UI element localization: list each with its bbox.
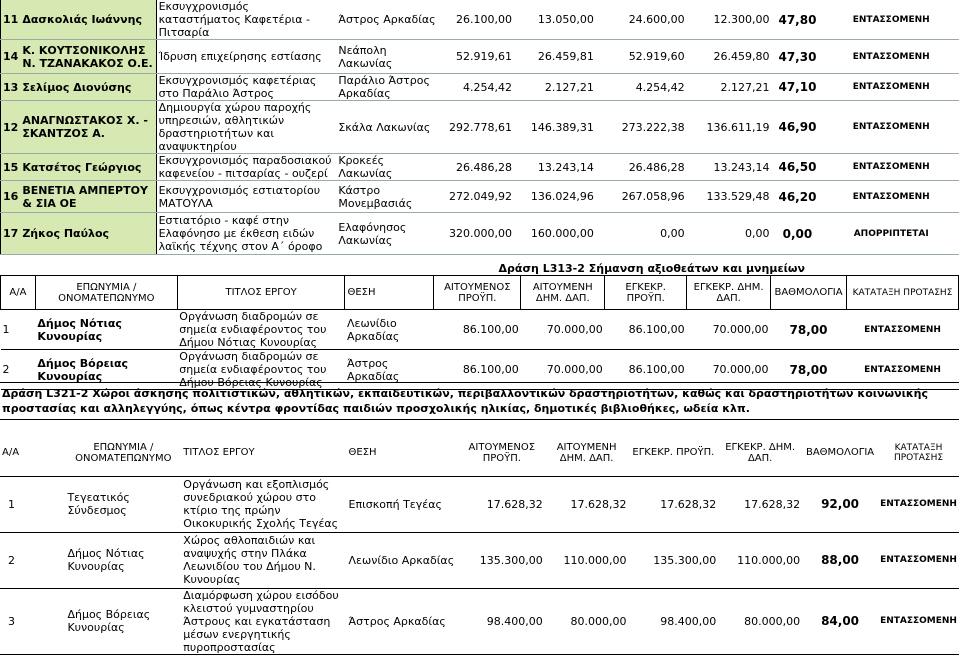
header-approved-budget: ΕΓΚΕΚΡ. ΠΡΟΫΠ. (605, 276, 687, 310)
approved-public-expenditure: 136.611,19 (687, 101, 772, 154)
applicant-name: Σελίμος Διονύσης (20, 74, 156, 101)
row-number: 1 (1, 310, 36, 350)
header-requested-budget: ΑΙΤΟΥΜΕΝΟΣ ΠΡΟΫΠ. (459, 430, 545, 476)
project-title: Εκσυγχρονισμός καταστήματος Καφετέρια - Πιτσαρία (156, 0, 336, 40)
approved-public-expenditure: 80.000,00 (718, 588, 802, 654)
header-name: ΕΠΩΝΥΜΙΑ / ΟΝΟΜΑΤΕΠΩΝΥΜΟ (35, 276, 177, 310)
header-requested-public-expenditure: ΑΙΤΟΥΜΕΝΗ ΔΗΜ. ΔΑΠ. (521, 276, 605, 310)
header-requested-budget: ΑΙΤΟΥΜΕΝΟΣ ΠΡΟΫΠ. (434, 276, 521, 310)
header-aa: Α/Α (1, 276, 36, 310)
row-number: 17 (1, 213, 21, 255)
approved-public-expenditure: 13.243,14 (687, 154, 772, 181)
approved-budget: 86.100,00 (605, 350, 687, 390)
approved-budget: 52.919,60 (596, 40, 687, 74)
result-badge: ΕΝΤΑΣΣΟΜΕΝΗ (878, 532, 959, 588)
location: Λεωνίδιο Αρκαδίας (345, 310, 434, 350)
location: Κροκεές Λακωνίας (336, 154, 441, 181)
applicant-name: Δήμος Νότιας Κυνουρίας (65, 532, 181, 588)
project-title: Εκσυγχρονισμός παραδοσιακού καφενείου - πιτσαρίας - ουζερί (156, 154, 336, 181)
requested-public-expenditure: 80.000,00 (545, 588, 629, 654)
table-row (1, 213, 959, 255)
approved-budget: 86.100,00 (605, 310, 687, 350)
header-requested-public-expenditure: ΑΙΤΟΥΜΕΝΗ ΔΗΜ. ΔΑΠ. (545, 430, 629, 476)
location: Λεωνίδιο Αρκαδίας (347, 532, 459, 588)
score: 46,20 (772, 181, 824, 213)
table-l312 (0, 0, 959, 255)
table-row (1, 154, 959, 181)
row-number: 11 (1, 0, 21, 40)
applicant-name: Κατσέτος Γεώργιος (20, 154, 156, 181)
approved-budget: 24.600,00 (596, 0, 687, 40)
row-number: 2 (0, 532, 65, 588)
row-number: 2 (1, 350, 36, 390)
requested-public-expenditure: 26.459,81 (514, 40, 596, 74)
applicant-name: Δήμος Βόρειας Κυνουρίας (35, 350, 177, 390)
project-title: Εστιατόριο - καφέ στην Ελαφόνησο με έκθεση ειδών λαϊκής τέχνης στον Α΄ όροφο (156, 213, 336, 255)
requested-public-expenditure: 110.000,00 (545, 532, 629, 588)
header-project: ΤΙΤΛΟΣ ΕΡΓΟΥ (181, 430, 346, 476)
approved-public-expenditure: 70.000,00 (687, 350, 771, 390)
result-badge: ΕΝΤΑΣΣΟΜΕΝΗ (823, 40, 959, 74)
project-title: Οργάνωση διαδρομών σε σημεία ενδιαφέροντος του Δήμου Νότιας Κυνουρίας (177, 310, 345, 350)
row-number: 16 (1, 181, 21, 213)
approved-budget: 98.400,00 (629, 588, 719, 654)
row-number: 13 (1, 74, 21, 101)
result-badge: ΕΝΤΑΣΣΟΜΕΝΗ (823, 74, 959, 101)
approved-budget: 135.300,00 (629, 532, 719, 588)
score: 47,10 (772, 74, 824, 101)
requested-budget: 52.919,61 (441, 40, 514, 74)
applicant-name: ΑΝΑΓΝΩΣΤΑΚΟΣ Χ. - ΣΚΑΝΤΖΟΣ Α. (20, 101, 156, 154)
requested-public-expenditure: 2.127,21 (514, 74, 596, 101)
requested-public-expenditure: 146.389,31 (514, 101, 596, 154)
applicant-name: Τεγεατικός Σύνδεσμος (65, 476, 181, 532)
header-ranking: ΚΑΤΑΤΑΞΗ ΠΡΟΤΑΣΗΣ (878, 430, 959, 476)
row-number: 1 (0, 476, 65, 532)
table-l313-2 (0, 262, 959, 390)
requested-public-expenditure: 70.000,00 (521, 350, 605, 390)
requested-budget: 292.778,61 (441, 101, 514, 154)
requested-public-expenditure: 160.000,00 (514, 213, 596, 255)
table-row (0, 588, 959, 654)
table-row (1, 0, 959, 40)
score: 78,00 (771, 350, 847, 390)
approved-public-expenditure: 110.000,00 (718, 532, 802, 588)
location: Κάστρο Μονεμβασιάς (336, 181, 441, 213)
table-row (0, 532, 959, 588)
applicant-name: Ζήκος Παύλος (20, 213, 156, 255)
location: Επισκοπή Τεγέας (347, 476, 459, 532)
result-badge: ΕΝΤΑΣΣΟΜΕΝΗ (847, 310, 959, 350)
project-title: Εκσυγχρονισμός καφετέριας στο Παράλιο Άστρος (156, 74, 336, 101)
approved-public-expenditure: 133.529,48 (687, 181, 772, 213)
result-badge: ΕΝΤΑΣΣΟΜΕΝΗ (847, 350, 959, 390)
location: Νεάπολη Λακωνίας (336, 40, 441, 74)
score: 47,80 (772, 0, 824, 40)
score: 0,00 (772, 213, 824, 255)
header-score: ΒΑΘΜΟΛΟΓΙΑ (771, 276, 847, 310)
location: Άστρος Αρκαδίας (345, 350, 434, 390)
header-ranking: ΚΑΤΑΤΑΞΗ ΠΡΟΤΑΣΗΣ (847, 276, 959, 310)
score: 78,00 (771, 310, 847, 350)
result-badge: ΕΝΤΑΣΣΟΜΕΝΗ (823, 154, 959, 181)
location: Άστρος Αρκαδίας (336, 0, 441, 40)
approved-public-expenditure: 70.000,00 (687, 310, 771, 350)
approved-budget: 26.486,28 (596, 154, 687, 181)
location: Παράλιο Άστρος Αρκαδίας (336, 74, 441, 101)
header-approved-public-expenditure: ΕΓΚΕΚΡ. ΔΗΜ. ΔΑΠ. (687, 276, 771, 310)
requested-public-expenditure: 70.000,00 (521, 310, 605, 350)
table-l321-2 (0, 430, 959, 655)
requested-budget: 26.100,00 (441, 0, 514, 40)
header-location: ΘΕΣΗ (345, 276, 434, 310)
result-badge: ΕΝΤΑΣΣΟΜΕΝΗ (823, 181, 959, 213)
header-approved-public-expenditure: ΕΓΚΕΚΡ. ΔΗΜ. ΔΑΠ. (718, 430, 802, 476)
requested-public-expenditure: 17.628,32 (545, 476, 629, 532)
requested-budget: 86.100,00 (434, 310, 521, 350)
requested-budget: 17.628,32 (459, 476, 545, 532)
project-title: Διαμόρφωση χώρου εισόδου κλειστού γυμναστηρίου Άστρους και εγκατάσταση μέσων ενεργητικής πυροπροστασίας (181, 588, 346, 654)
table-row (1, 181, 959, 213)
table-header (0, 430, 959, 476)
applicant-name: Δήμος Βόρειας Κυνουρίας (65, 588, 181, 654)
row-number: 15 (1, 154, 21, 181)
header-location: ΘΕΣΗ (347, 430, 459, 476)
project-title: Εκσυγχρονισμός εστιατορίου ΜΑΤΟΥΛΑ (156, 181, 336, 213)
requested-public-expenditure: 136.024,96 (514, 181, 596, 213)
project-title: Δημιουργία χώρου παροχής υπηρεσιών, αθλητικών δραστηριοτήτων και αναψυκτηρίου (156, 101, 336, 154)
header-name: ΕΠΩΝΥΜΙΑ / ΟΝΟΜΑΤΕΠΩΝΥΜΟ (65, 430, 181, 476)
table-row (0, 476, 959, 532)
requested-budget: 26.486,28 (441, 154, 514, 181)
score: 46,50 (772, 154, 824, 181)
table-row (1, 101, 959, 154)
applicant-name: ΒΕΝΕΤΙΑ ΑΜΠΕΡΤΟΥ & ΣΙΑ ΟΕ (20, 181, 156, 213)
approved-budget: 17.628,32 (629, 476, 719, 532)
approved-public-expenditure: 2.127,21 (687, 74, 772, 101)
table-header (1, 276, 959, 310)
applicant-name: Δασκολιάς Ιωάννης (20, 0, 156, 40)
header-aa: Α/Α (0, 430, 65, 476)
requested-budget: 86.100,00 (434, 350, 521, 390)
approved-budget: 0,00 (596, 213, 687, 255)
applicant-name: Κ. ΚΟΥΤΣΟΝΙΚΟΛΗΣ Ν. ΤΖΑΝΑΚΑΚΟΣ Ο.Ε. (20, 40, 156, 74)
requested-budget: 320.000,00 (441, 213, 514, 255)
approved-public-expenditure: 17.628,32 (718, 476, 802, 532)
score: 46,90 (772, 101, 824, 154)
result-badge: ΕΝΤΑΣΣΟΜΕΝΗ (823, 101, 959, 154)
location: Ελαφόνησος Λακωνίας (336, 213, 441, 255)
approved-public-expenditure: 26.459,80 (687, 40, 772, 74)
applicant-name: Δήμος Νότιας Κυνουρίας (35, 310, 177, 350)
section-title: Δράση L313-2 Σήμανση αξιοθεάτων και μνημείων (345, 262, 959, 276)
result-badge: ΑΠΟΡΡΙΠΤΕΤΑΙ (823, 213, 959, 255)
requested-public-expenditure: 13.050,00 (514, 0, 596, 40)
table-row (1, 40, 959, 74)
score: 84,00 (802, 588, 878, 654)
row-number: 3 (0, 588, 65, 654)
requested-budget: 98.400,00 (459, 588, 545, 654)
project-title: Οργάνωση διαδρομών σε σημεία ενδιαφέροντος του Δήμου Βόρειας Κυνουρίας (177, 350, 345, 390)
project-title: Ίδρυση επιχείρησης εστίασης (156, 40, 336, 74)
result-badge: ΕΝΤΑΣΣΟΜΕΝΗ (823, 0, 959, 40)
approved-budget: 273.222,38 (596, 101, 687, 154)
row-number: 12 (1, 101, 21, 154)
approved-public-expenditure: 12.300,00 (687, 0, 772, 40)
requested-budget: 272.049,92 (441, 181, 514, 213)
header-project: ΤΙΤΛΟΣ ΕΡΓΟΥ (177, 276, 345, 310)
requested-public-expenditure: 13.243,14 (514, 154, 596, 181)
result-badge: ΕΝΤΑΣΣΟΜΕΝΗ (878, 588, 959, 654)
score: 47,30 (772, 40, 824, 74)
requested-budget: 4.254,42 (441, 74, 514, 101)
requested-budget: 135.300,00 (459, 532, 545, 588)
approved-budget: 267.058,96 (596, 181, 687, 213)
approved-public-expenditure: 0,00 (687, 213, 772, 255)
table-row (1, 74, 959, 101)
approved-budget: 4.254,42 (596, 74, 687, 101)
project-title: Χώρος αθλοπαιδιών και αναψυχής στην Πλάκα Λεωνιδίου του Δήμου Ν. Κυνουρίας (181, 532, 346, 588)
section-title: Δράση L321-2 Χώροι άσκησης πολιτιστικών, αθλητικών, εκπαιδευτικών, περιβαλλοντικών δραστηριοτήτων, καθώς και δραστηριοτήτων κοινωνικής προστασίας και αλληλεγγύης, όπως κέντρα φροντίδας παιδιών προσχολικής ηλικίας, δημοτικές βιβλιοθήκες, ωδεία κλπ. (0, 382, 959, 420)
score: 88,00 (802, 532, 878, 588)
project-title: Οργάνωση και εξοπλισμός συνεδριακού χώρου στο κτίριο της πρώην Οικοκυρικής Σχολής Τεγέας (181, 476, 346, 532)
score: 92,00 (802, 476, 878, 532)
location: Άστρος Αρκαδίας (347, 588, 459, 654)
header-score: ΒΑΘΜΟΛΟΓΙΑ (802, 430, 878, 476)
result-badge: ΕΝΤΑΣΣΟΜΕΝΗ (878, 476, 959, 532)
table-row (1, 310, 959, 350)
header-approved-budget: ΕΓΚΕΚΡ. ΠΡΟΫΠ. (629, 430, 719, 476)
location: Σκάλα Λακωνίας (336, 101, 441, 154)
row-number: 14 (1, 40, 21, 74)
